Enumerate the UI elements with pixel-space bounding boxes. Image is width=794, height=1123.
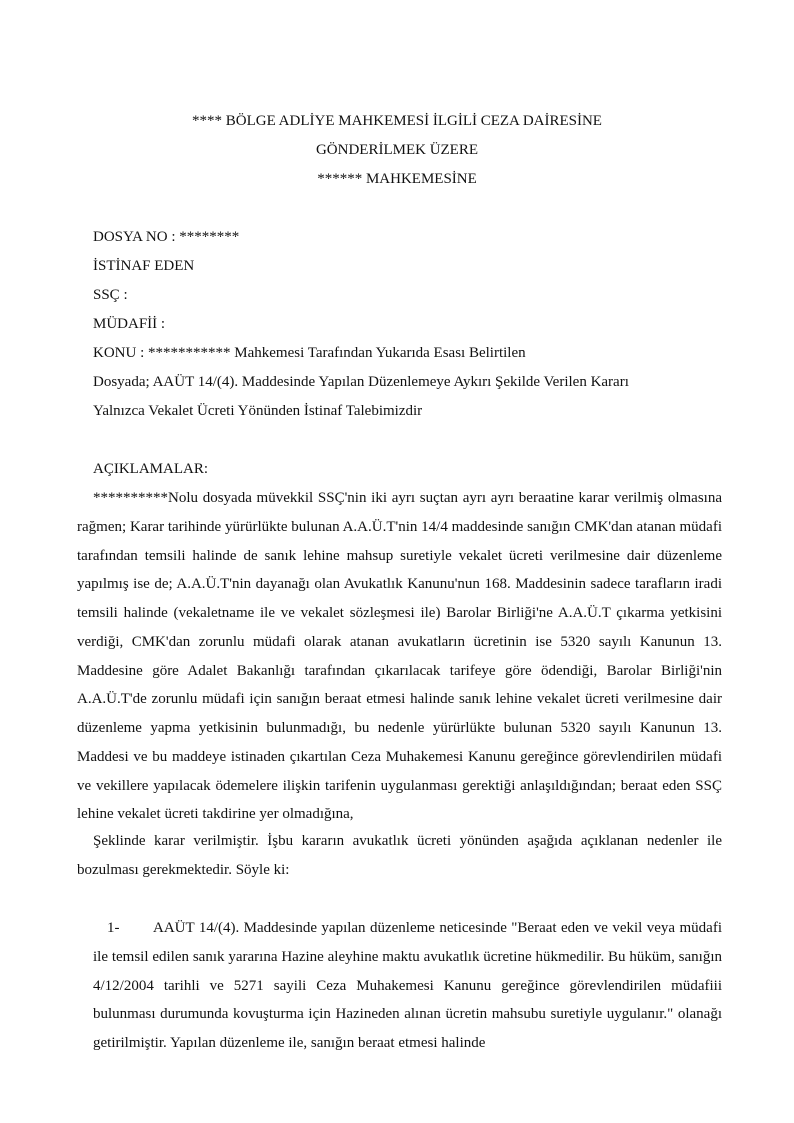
- field-konu-line-2: Dosyada; AAÜT 14/(4). Maddesinde Yapılan Düzenlemeye Aykırı Şekilde Verilen Kararı: [93, 374, 629, 390]
- list-item-number: 1-: [107, 920, 120, 936]
- field-mudafi: MÜDAFİİ :: [93, 316, 166, 332]
- paragraph-explanation: **********Nolu dosyada müvekkil SSÇ'nin iki ayrı suçtan ayrı ayrı beraatine karar verilmiş olmasına rağmen; Karar tarihinde yürürlükte bulunan A.A.Ü.T'nin 14/4 maddesinde sanığın CMK'dan atanan müdafi tarafından temsili halinde de sanık lehine mahsup suretiyle vekalet ücreti verilmesine dair düzenleme yapılmış ise de; A.A.Ü.T'nin dayanağı olan Avukatlık Kanunu'nun 168. Maddesinin sadece tarafların iradi temsili halinde (vekaletname ile ve vekalet sözleşmesi ile) Barolar Birliği'ne A.A.Ü.T çıkarma yetkisini verdiği, CMK'dan zorunlu müdafi olarak atanan avukatların ücretinin ise 5320 sayılı Kanunun 13. Maddesine göre Adalet Bakanlığı tarafından çıkarılacak tarifeye göre ödendiği, Barolar Birliği'nin A.A.Ü.T'de zorunlu müdafi için sanığın beraat etmesi halinde sanık lehine vekalet ücreti verilmesine dair düzenleme yapma yetkisinin bulunmadığı, bu nedenle yürürlükte bulunan 5320 sayılı Kanunun 13. Maddesi ve bu maddeye istinaden çıkartılan Ceza Muhakemesi Kanunu gereğince görevlendirilen müdafi ve vekillere yapılacak ödemelere ilişkin tarifenin uygulanması gerektiği anlaşıldığından; beraat eden SSÇ lehine vekalet ücreti takdirine yer olmadığına,: [77, 490, 722, 823]
- paragraph-decision: Şeklinde karar verilmiştir. İşbu kararın avukatlık ücreti yönünden aşağıda açıklanan nedenler ile bozulması gerekmektedir. Söyle ki:: [77, 833, 722, 878]
- section-title-aciklamalar: AÇIKLAMALAR:: [93, 461, 208, 477]
- field-konu-line-1: KONU : *********** Mahkemesi Tarafından Yukarıda Esası Belirtilen: [93, 345, 526, 361]
- field-dosya-no: DOSYA NO : ********: [93, 229, 240, 245]
- field-ssc: SSÇ :: [93, 287, 128, 303]
- field-konu-line-3: Yalnızca Vekalet Ücreti Yönünden İstinaf Talebimizdir: [93, 403, 423, 419]
- header-line-court: **** BÖLGE ADLİYE MAHKEMESİ İLGİLİ CEZA DAİRESİNE: [192, 113, 602, 129]
- field-istinaf-eden: İSTİNAF EDEN: [93, 258, 195, 274]
- list-item-1: [93, 914, 722, 1058]
- header-line-transfer: GÖNDERİLMEK ÜZERE: [315, 142, 479, 158]
- header-line-recipient: ****** MAHKEMESİNE: [317, 171, 477, 187]
- list-item-text: AAÜT 14/(4). Maddesinde yapılan düzenleme neticesinde "Beraat eden ve vekil veya müdafi ile temsil edilen sanık yararına Hazine aleyhine maktu avukatlık ücretine hükmedilir. Bu hüküm, sanığın 4/12/2004 tarihli ve 5271 sayili Ceza Muhakemesi Kanunu gereğince görevlendirilen müdafiii bulunması durumunda kovuşturma için Hazineden alınan ücretin mahsubu suretiyle uygulanır." olanağı getirilmiştir. Yapılan düzenleme ile, sanığın beraat etmesi halinde: [93, 920, 722, 1052]
